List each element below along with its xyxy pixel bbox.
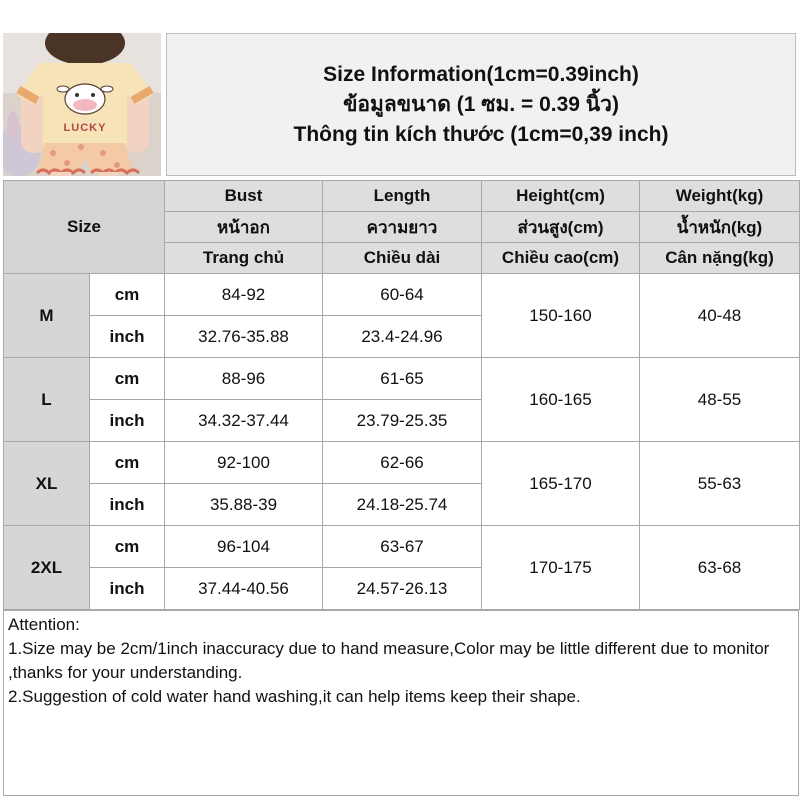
col-header-bust-th: หน้าอก (165, 212, 323, 243)
height-cell: 160-165 (482, 358, 640, 442)
length-cell: 24.18-25.74 (323, 484, 482, 526)
shirt-print-text: LUCKY (63, 122, 107, 134)
bust-cell: 35.88-39 (165, 484, 323, 526)
weight-cell: 55-63 (640, 442, 800, 526)
unit-cell: inch (90, 568, 165, 610)
size-name-cell: 2XL (4, 526, 90, 610)
col-header-height-en: Height(cm) (482, 181, 640, 212)
unit-cell: cm (90, 442, 165, 484)
length-cell: 61-65 (323, 358, 482, 400)
bust-cell: 92-100 (165, 442, 323, 484)
length-cell: 63-67 (323, 526, 482, 568)
height-cell: 165-170 (482, 442, 640, 526)
bust-cell: 96-104 (165, 526, 323, 568)
length-cell: 24.57-26.13 (323, 568, 482, 610)
unit-cell: inch (90, 484, 165, 526)
unit-cell: inch (90, 400, 165, 442)
note-measurement: 1.Size may be 2cm/1inch inaccuracy due to hand measure,Color may be little different due to monitor ,thanks for your understanding. (8, 639, 770, 682)
col-header-weight-th: น้ำหนัก(kg) (640, 212, 800, 243)
size-column-header: Size (4, 181, 165, 274)
col-header-bust-vi: Trang chủ (165, 243, 323, 274)
col-header-length-vi: Chiều dài (323, 243, 482, 274)
length-cell: 23.4-24.96 (323, 316, 482, 358)
size-name-cell: M (4, 274, 90, 358)
length-cell: 23.79-25.35 (323, 400, 482, 442)
header-title-vi: Thông tin kích thước (1cm=0,39 inch) (293, 122, 669, 146)
bust-cell: 32.76-35.88 (165, 316, 323, 358)
product-photo (3, 33, 161, 176)
notes-title: Attention: (8, 615, 80, 634)
table-row (4, 526, 800, 568)
col-header-bust-en: Bust (165, 181, 323, 212)
product-illustration (3, 33, 161, 176)
size-name-cell: XL (4, 442, 90, 526)
bust-cell: 84-92 (165, 274, 323, 316)
unit-cell: cm (90, 526, 165, 568)
unit-cell: cm (90, 274, 165, 316)
table-row (4, 442, 800, 484)
length-cell: 62-66 (323, 442, 482, 484)
note-washing: 2.Suggestion of cold water hand washing,it can help items keep their shape. (8, 687, 581, 706)
bust-cell: 88-96 (165, 358, 323, 400)
weight-cell: 40-48 (640, 274, 800, 358)
unit-cell: inch (90, 316, 165, 358)
size-info-header (166, 33, 796, 176)
unit-cell: cm (90, 358, 165, 400)
col-header-height-vi: Chiều cao(cm) (482, 243, 640, 274)
height-cell: 170-175 (482, 526, 640, 610)
col-header-height-th: ส่วนสูง(cm) (482, 212, 640, 243)
height-cell: 150-160 (482, 274, 640, 358)
weight-cell: 48-55 (640, 358, 800, 442)
bust-cell: 37.44-40.56 (165, 568, 323, 610)
attention-notes (3, 610, 799, 796)
col-header-weight-vi: Cân nặng(kg) (640, 243, 800, 274)
size-name-cell: L (4, 358, 90, 442)
col-header-length-en: Length (323, 181, 482, 212)
header-title-th: ข้อมูลขนาด (1 ซม. = 0.39 นิ้ว) (343, 92, 619, 116)
col-header-length-th: ความยาว (323, 212, 482, 243)
length-cell: 60-64 (323, 274, 482, 316)
header-row-en (4, 181, 800, 212)
col-header-weight-en: Weight(kg) (640, 181, 800, 212)
weight-cell: 63-68 (640, 526, 800, 610)
table-row (4, 274, 800, 316)
bust-cell: 34.32-37.44 (165, 400, 323, 442)
size-table (3, 180, 800, 610)
header-title-en: Size Information(1cm=0.39inch) (323, 62, 639, 86)
table-row (4, 358, 800, 400)
